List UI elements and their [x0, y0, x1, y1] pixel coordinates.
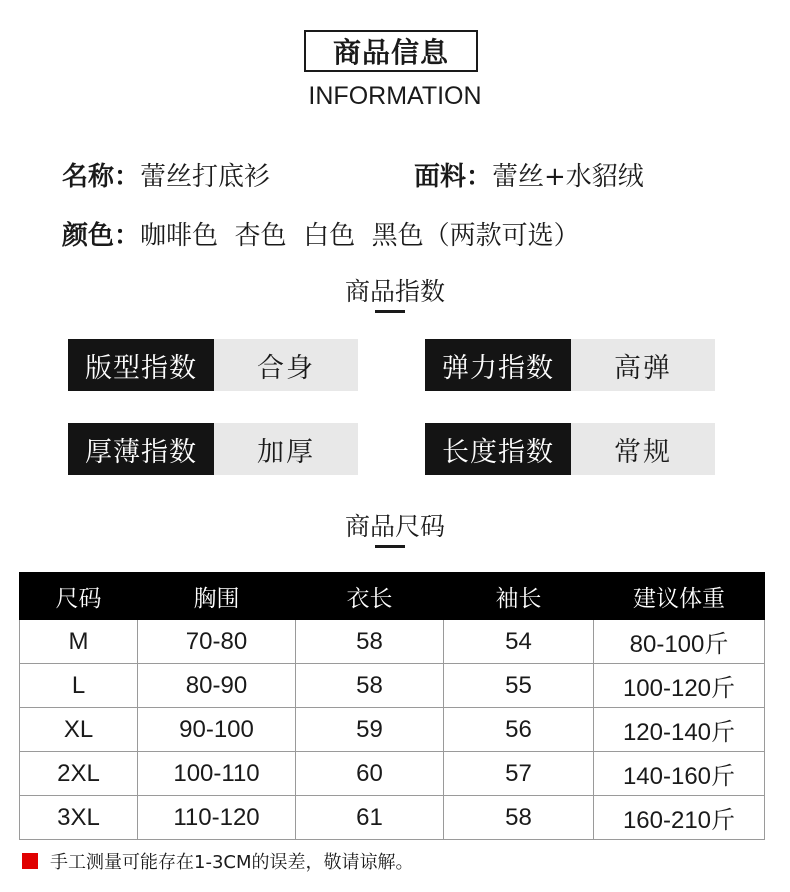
- table-cell: 57: [444, 752, 594, 796]
- table-cell: 58: [296, 664, 444, 708]
- table-row: [20, 708, 765, 752]
- table-cell: 58: [296, 620, 444, 664]
- header-cell: 建议体重: [594, 573, 765, 620]
- section-subtitle: INFORMATION: [308, 82, 482, 110]
- table-row: [20, 796, 765, 840]
- info-color-value: 咖啡色 杏色 白色 黑色（两款可选）: [140, 221, 580, 251]
- index-value: 合身: [214, 339, 358, 391]
- index-item: [68, 423, 358, 475]
- header-cell: 胸围: [138, 573, 296, 620]
- section-title-underline: [375, 310, 405, 313]
- table-cell: 2XL: [20, 752, 138, 796]
- table-cell: 60: [296, 752, 444, 796]
- section-title-size: 商品尺码: [344, 512, 445, 541]
- index-item: [425, 339, 715, 391]
- index-key: 长度指数: [425, 423, 571, 475]
- red-square-icon: [22, 853, 38, 869]
- table-cell: 100-110: [138, 752, 296, 796]
- info-fabric-value: 蕾丝+水貂绒: [492, 162, 644, 192]
- info-name-value: 蕾丝打底衫: [140, 162, 271, 192]
- section-title-index: 商品指数: [344, 277, 445, 306]
- size-table: [19, 572, 765, 840]
- header-cell: 袖长: [444, 573, 594, 620]
- table-cell: 90-100: [138, 708, 296, 752]
- measurement-note-text: 手工测量可能存在1-3CM的误差，敬请谅解。: [50, 852, 414, 873]
- info-color: [62, 215, 580, 252]
- table-cell: 80-90: [138, 664, 296, 708]
- index-item: [68, 339, 358, 391]
- section-title-product-info: 商品信息: [304, 30, 478, 72]
- index-value: 高弹: [571, 339, 715, 391]
- table-cell: 140-160斤: [594, 752, 765, 796]
- header-cell: 衣长: [296, 573, 444, 620]
- info-name-label: 名称：: [62, 162, 141, 192]
- section-title-underline: [375, 545, 405, 548]
- table-cell: 54: [444, 620, 594, 664]
- table-cell: 160-210斤: [594, 796, 765, 840]
- table-cell: 120-140斤: [594, 708, 765, 752]
- index-key: 弹力指数: [425, 339, 571, 391]
- table-row: [20, 664, 765, 708]
- table-cell: 59: [296, 708, 444, 752]
- table-cell: XL: [20, 708, 138, 752]
- info-color-label: 颜色：: [62, 221, 141, 251]
- info-fabric: [414, 156, 644, 193]
- index-item: [425, 423, 715, 475]
- index-value: 常规: [571, 423, 715, 475]
- table-row: [20, 752, 765, 796]
- measurement-note: [22, 848, 414, 874]
- table-cell: 3XL: [20, 796, 138, 840]
- table-cell: 80-100斤: [594, 620, 765, 664]
- table-cell: 58: [444, 796, 594, 840]
- table-cell: 110-120: [138, 796, 296, 840]
- index-key: 版型指数: [68, 339, 214, 391]
- table-cell: 56: [444, 708, 594, 752]
- table-cell: L: [20, 664, 138, 708]
- table-cell: M: [20, 620, 138, 664]
- table-row: [20, 620, 765, 664]
- info-name: [62, 156, 270, 193]
- size-table-header: [20, 573, 765, 620]
- index-key: 厚薄指数: [68, 423, 214, 475]
- table-cell: 70-80: [138, 620, 296, 664]
- table-cell: 100-120斤: [594, 664, 765, 708]
- info-fabric-label: 面料：: [414, 162, 493, 192]
- index-value: 加厚: [214, 423, 358, 475]
- table-cell: 55: [444, 664, 594, 708]
- header-cell: 尺码: [20, 573, 138, 620]
- table-cell: 61: [296, 796, 444, 840]
